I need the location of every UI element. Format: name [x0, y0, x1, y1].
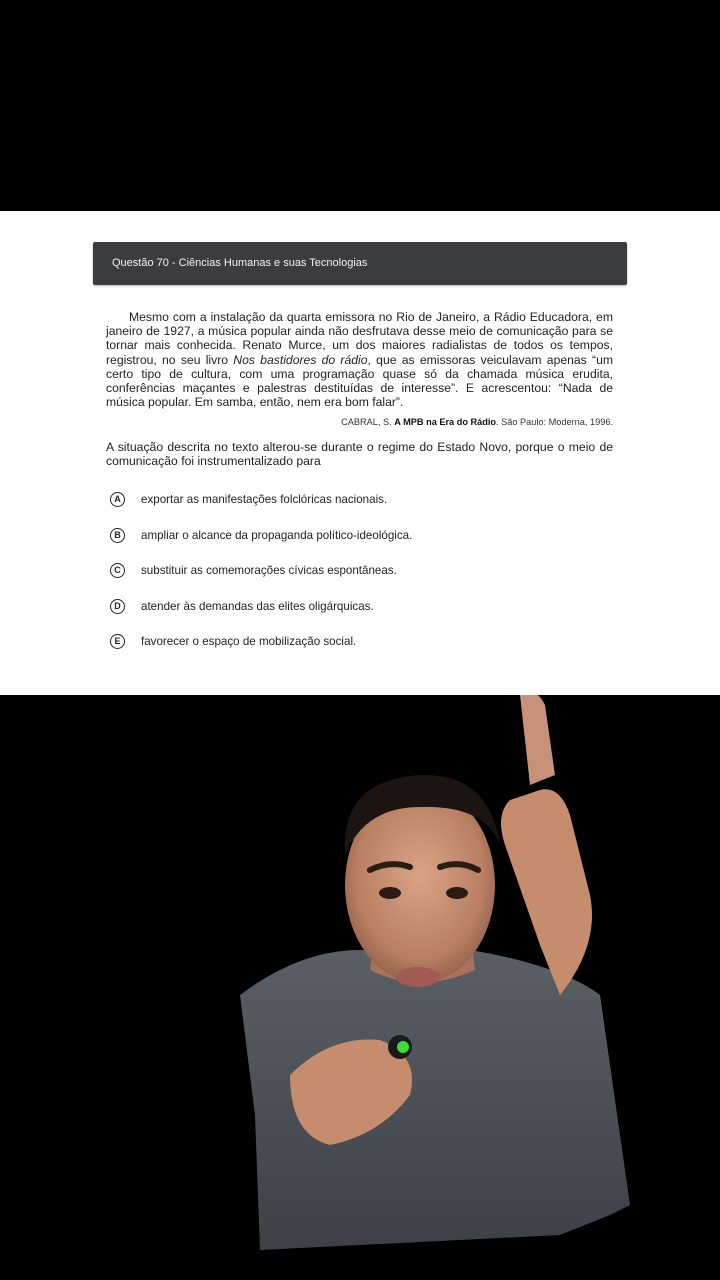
- question-header: [93, 242, 627, 285]
- option-d-text: atender às demandas das elites oligárquicas.: [141, 600, 374, 613]
- option-c-letter: C: [110, 563, 125, 578]
- citation-publisher: . São Paulo: Moderna, 1996.: [496, 417, 613, 427]
- citation-title: A MPB na Era do Rádio: [394, 417, 497, 427]
- passage-text: [106, 310, 613, 409]
- citation: [341, 417, 613, 427]
- eye-right: [446, 887, 468, 899]
- citation-author: CABRAL, S.: [341, 417, 392, 427]
- option-e-text: favorecer o espaço de mobilização social.: [141, 635, 357, 648]
- option-d-letter: D: [110, 599, 125, 614]
- option-e-letter: E: [110, 634, 125, 649]
- book-title: Nos bastidores do rádio: [233, 352, 368, 367]
- option-b-text: ampliar o alcance da propaganda político-ideológica.: [141, 529, 413, 542]
- option-a-letter: A: [110, 492, 125, 507]
- question-header-label: Questão 70 - Ciências Humanas e suas Tecnologias: [112, 257, 368, 269]
- eye-left: [379, 887, 401, 899]
- mouth: [396, 967, 440, 987]
- option-b-letter: B: [110, 528, 125, 543]
- pointing-finger: [520, 695, 555, 785]
- passage-part-2: , que as emissoras veiculavam apenas “um certo tipo de cultura, com uma programação quase só da chamada música erudita, conferências maçantes e palestras destituídas de interesse”. E acrescentou: “Nada de música popular. Em samba, então, nem era bom falar”.: [106, 352, 613, 410]
- option-a-text: exportar as manifestações folclóricas nacionais.: [141, 493, 388, 506]
- mic-indicator: [397, 1041, 409, 1053]
- passage-part-1: Mesmo com a instalação da quarta emissora no Rio de Janeiro, a Rádio Educadora, em janeiro de 1927, a música popular ainda não desfrutava desse meio de comunicação para se tornar mais conhecida. Renato Murce, um dos maiores radialistas de todos os tempos, registrou, no seu livro: [106, 310, 613, 367]
- option-c-text: substituir as comemorações cívicas espontâneas.: [141, 564, 397, 577]
- exam-document: [0, 211, 720, 695]
- presenter-video: [0, 695, 720, 1280]
- question-stem: A situação descrita no texto alterou-se durante o regime do Estado Novo, porque o meio de comunicação foi instrumentalizado para: [106, 440, 613, 469]
